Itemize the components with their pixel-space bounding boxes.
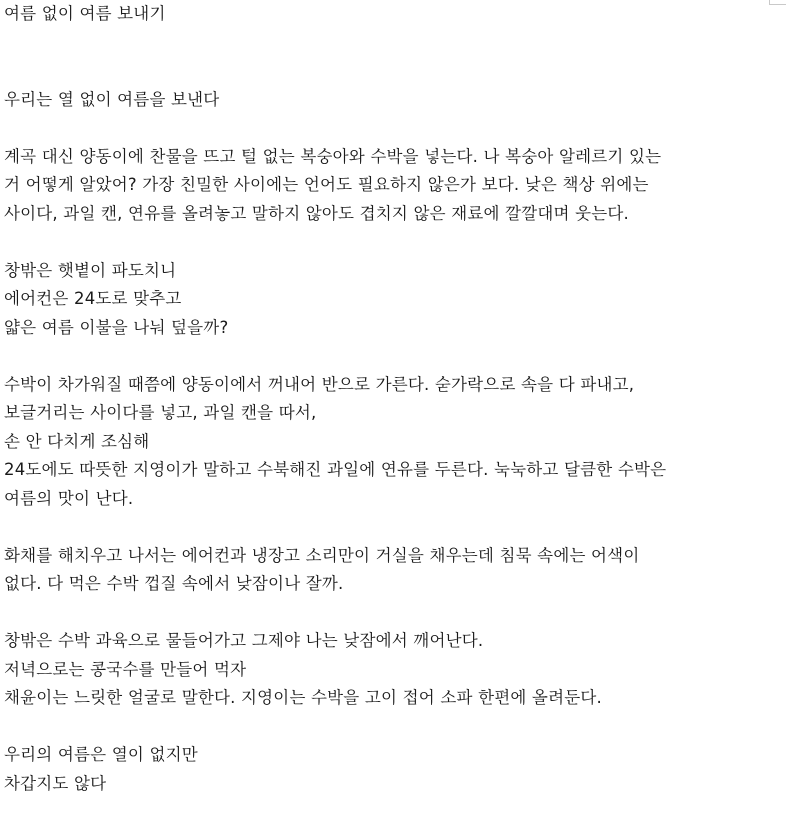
paragraph-2: [4, 371, 764, 514]
paragraph-line: 없다. 다 먹은 수박 껍질 속에서 낮잠이나 잘까.: [4, 574, 344, 593]
paragraph-line: 창밖은 수박 과육으로 물들어가고 그제야 나는 낮잠에서 깨어난다.: [4, 631, 484, 650]
spacer: [4, 114, 764, 143]
document-body: [4, 0, 764, 798]
page-corner-marker: [769, 0, 786, 5]
spacer: [4, 599, 764, 628]
paragraph-line: 화채를 해치우고 나서는 에어컨과 냉장고 소리만이 거실을 채우는데 침묵 속에는 어색이: [4, 545, 640, 565]
paragraph-line: 24도에도 따뜻한 지영이가 말하고 수북해진 과일에 연유를 두른다. 눅눅하고 달큼한 수박은: [4, 460, 667, 479]
verse-line: 창밖은 햇볕이 파도치니: [4, 260, 177, 280]
paragraph-line: 계곡 대신 양동이에 찬물을 뜨고 털 없는 복숭아와 수박을 넣는다. 나 복숭아 알레르기 있는: [4, 146, 662, 166]
verse-line: 얇은 여름 이불을 나눠 덮을까?: [4, 317, 229, 337]
verse-line: 우리의 여름은 열이 없지만: [4, 745, 198, 764]
verse-line: 에어컨은 24도로 맞추고: [4, 289, 182, 308]
paragraph-4: [4, 627, 764, 713]
paragraph-line: 수박이 차가워질 때쯤에 양동이에서 꺼내어 반으로 가른다. 숟가락으로 속을 다 파내고,: [4, 374, 635, 394]
paragraph-3: [4, 542, 764, 599]
verse-1: [4, 257, 764, 343]
spacer: [4, 713, 764, 742]
paragraph-line: 거 어떻게 알았어? 가장 친밀한 사이에는 언어도 필요하지 않은가 보다. 낮은 책상 위에는: [4, 175, 649, 194]
dialogue-line: 저녁으로는 콩국수를 만들어 먹자: [4, 659, 247, 679]
verse-2: [4, 741, 764, 798]
dialogue-line: 손 안 다치게 조심해: [4, 431, 150, 451]
spacer: [4, 228, 764, 257]
spacer: [4, 29, 764, 86]
document-subtitle: 우리는 열 없이 여름을 보낸다: [4, 89, 220, 109]
paragraph-line: 보글거리는 사이다를 넣고, 과일 캔을 따서,: [4, 403, 317, 422]
document-title: 여름 없이 여름 보내기: [4, 4, 166, 23]
verse-line: 차갑지도 않다: [4, 773, 107, 793]
spacer: [4, 342, 764, 371]
paragraph-line: 사이다, 과일 캔, 연유를 올려놓고 말하지 않아도 겹치지 않은 재료에 깔깔대며 웃는다.: [4, 203, 629, 223]
paragraph-line: 여름의 맛이 난다.: [4, 488, 134, 508]
paragraph-line: 채윤이는 느릿한 얼굴로 말한다. 지영이는 수박을 고이 접어 소파 한편에 올려둔다.: [4, 688, 602, 707]
paragraph-1: [4, 143, 764, 229]
spacer: [4, 513, 764, 542]
